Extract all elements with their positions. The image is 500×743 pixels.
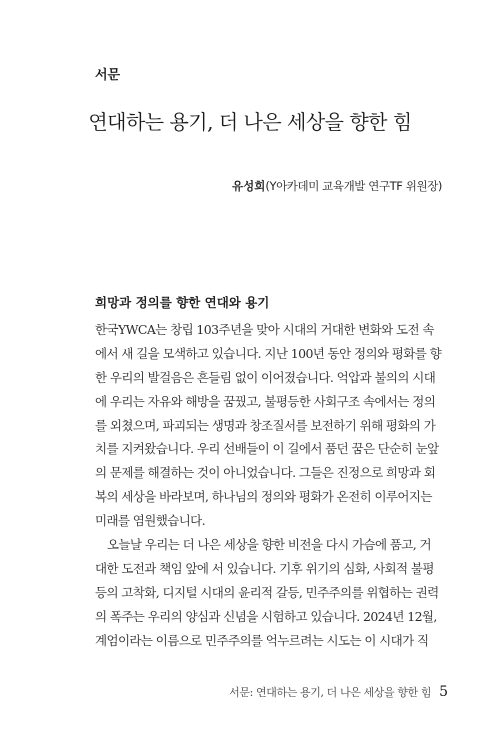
- body-line: 에 우리는 자유와 해방을 꿈꿨고, 불평등한 사회구조 속에서는 정의: [95, 393, 436, 409]
- author-line: [232, 178, 442, 194]
- section-subheading: 희망과 정의를 향한 연대와 용기: [95, 295, 270, 310]
- body-line: 를 외쳤으며, 파괴되는 생명과 창조질서를 보전하기 위해 평화의 가: [95, 417, 436, 433]
- body-line: 등의 고착화, 디지털 시대의 윤리적 갈등, 민주주의를 위협하는 권력: [95, 584, 439, 600]
- body-line: 에서 새 길을 모색하고 있습니다. 지난 100년 동안 정의와 평화를 향: [95, 345, 442, 361]
- page-footer: [229, 684, 448, 700]
- running-head: 서문: 연대하는 용기, 더 나은 세상을 향한 힘: [229, 686, 432, 699]
- body-line: 복의 세상을 바라보며, 하나님의 정의와 평화가 온전히 이루어지는: [95, 489, 432, 505]
- body-line: 한국YWCA는 창립 103주년을 맞아 시대의 거대한 변화와 도전 속: [95, 322, 434, 337]
- body-text: [95, 318, 450, 652]
- body-line: 의 문제를 해결하는 것이 아니었습니다. 그들은 진정으로 희망과 회: [95, 465, 436, 481]
- chapter-title: 연대하는 용기, 더 나은 세상을 향한 힘: [88, 110, 412, 134]
- body-line: 한 우리의 발걸음은 흔들림 없이 이어졌습니다. 억압과 불의의 시대: [95, 369, 436, 385]
- body-line: 치를 지켜왔습니다. 우리 선배들이 이 길에서 품던 꿈은 단순히 눈앞: [95, 441, 439, 457]
- page-number: 5: [439, 684, 448, 700]
- body-line: 의 폭주는 우리의 양심과 신념을 시험하고 있습니다. 2024년 12월,: [95, 608, 437, 624]
- body-line: 오늘날 우리는 더 나은 세상을 향한 비전을 다시 가슴에 품고, 거: [107, 537, 431, 553]
- author-name: 유성희: [232, 179, 266, 193]
- author-affiliation: (Y아카데미 교육개발 연구TF 위원장): [265, 179, 442, 193]
- body-line: 계엄이라는 이름으로 민주주의를 억누르려는 시도는 이 시대가 직: [95, 632, 429, 648]
- body-line: 미래를 염원했습니다.: [95, 513, 206, 529]
- body-line: 대한 도전과 책임 앞에 서 있습니다. 기후 위기의 심화, 사회적 불평: [95, 560, 434, 576]
- section-label: 서문: [95, 68, 121, 83]
